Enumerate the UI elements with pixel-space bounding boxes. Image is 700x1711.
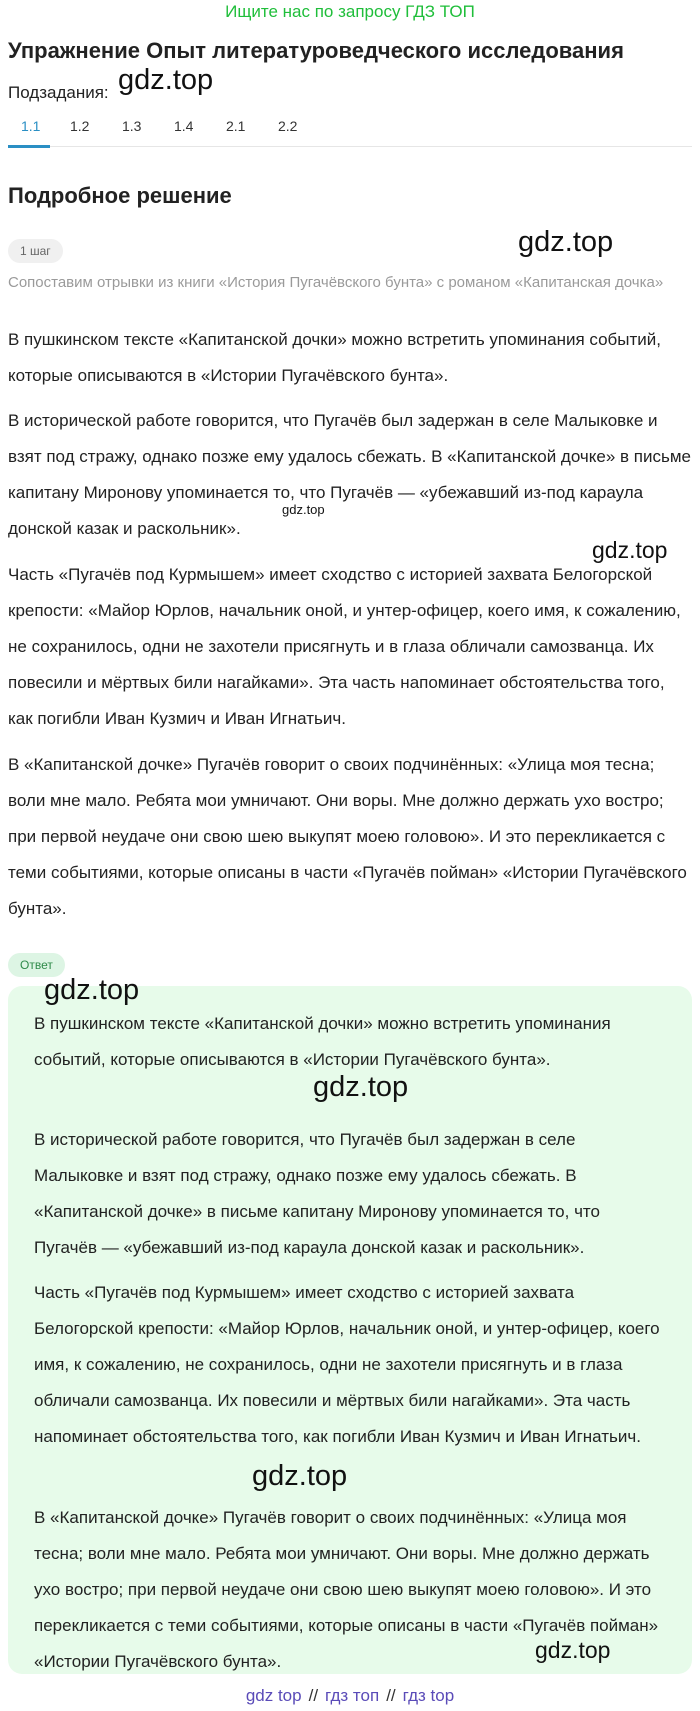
watermark: gdz.top [535, 1637, 611, 1663]
answer-badge: Ответ [8, 953, 65, 977]
step-caption: Сопоставим отрывки из книги «История Пугачёвского бунта» с романом «Капитанская дочка» [8, 274, 664, 291]
watermark: gdz.top [252, 1460, 348, 1492]
exercise-title: Упражнение Опыт литературоведческого исследования [8, 38, 624, 63]
footer-link[interactable]: гдз топ [325, 1686, 380, 1705]
watermark: gdz.top [518, 226, 614, 258]
solution-paragraph: Часть «Пугачёв под Курмышем» имеет сходство с историей захвата Белогорской крепости: «Майор Юрлов, начальник оной, и унтер-офицер, коего имя, к сожалению, не сохранилось, одни не захотели присягнуть и в глаза обличали самозванца. Их повесили и мёртвых били нагайками». Эта часть напоминает обстоятельства того, как погибли Иван Кузмич и Иван Игнатьич. [8, 565, 681, 728]
answer-paragraph: В исторической работе говорится, что Пугачёв был задержан в селе Малыковке и взят под стражу, однако позже ему удалось сбежать. В «Капитанской дочке» в письме капитану Миронову упоминается то, что Пугачёв — «убежавший из-под караула донской казак и раскольник». [34, 1130, 600, 1257]
answer-paragraph: В пушкинском тексте «Капитанской дочки» можно встретить упоминания событий, которые описываются в «Истории Пугачёвского бунта». [34, 1014, 611, 1069]
watermark: gdz.top [118, 64, 214, 96]
tab-1-1[interactable]: 1.1 [21, 118, 41, 134]
footer-separator: // [386, 1686, 396, 1705]
watermark: gdz.top [592, 537, 668, 563]
footer-link[interactable]: гдз top [402, 1686, 455, 1705]
watermark: gdz.top [313, 1071, 409, 1103]
watermark: gdz.top [44, 974, 140, 1006]
tab-2-2[interactable]: 2.2 [278, 118, 298, 134]
answer-paragraph: Часть «Пугачёв под Курмышем» имеет сходство с историей захвата Белогорской крепости: «Майор Юрлов, начальник оной, и унтер-офицер, коего имя, к сожалению, не сохранилось, одни не захотели присягнуть и в глаза обличали самозванца. Их повесили и мёртвых били нагайками». Эта часть напоминает обстоятельства того, как погибли Иван Кузмич и Иван Игнатьич. [34, 1283, 660, 1446]
solution-paragraph: В исторической работе говорится, что Пугачёв был задержан в селе Малыковке и взят под стражу, однако позже ему удалось сбежать. В «Капитанской дочке» в письме капитану Миронову упоминается то, что Пугачёв — «убежавший из-под караула донской казак и раскольник». [8, 411, 691, 538]
tab-1-4[interactable]: 1.4 [174, 118, 194, 134]
tab-2-1[interactable]: 2.1 [226, 118, 246, 134]
subtasks-label: Подзадания: [8, 83, 109, 102]
tab-1-3[interactable]: 1.3 [122, 118, 142, 134]
solution-paragraph: В пушкинском тексте «Капитанской дочки» можно встретить упоминания событий, которые описываются в «Истории Пугачёвского бунта». [8, 330, 662, 385]
active-tab-indicator [8, 145, 50, 148]
solution-title: Подробное решение [8, 183, 232, 208]
footer-link[interactable]: gdz top [245, 1686, 302, 1705]
search-banner[interactable]: Ищите нас по запросу ГДЗ ТОП [225, 2, 475, 21]
footer-links [0, 1686, 700, 1706]
footer-separator: // [308, 1686, 319, 1705]
solution-paragraph: В «Капитанской дочке» Пугачёв говорит о своих подчинённых: «Улица моя тесна; воли мне мало. Ребята мои умничают. Они воры. Мне должно держать ухо востро; при первой неудаче они свою шею выкупят моею головою». И это перекликается с теми событиями, которые описаны в части «Пугачёв пойман» «Истории Пугачёвского бунта». [8, 755, 687, 918]
tab-1-2[interactable]: 1.2 [70, 118, 90, 134]
answer-paragraph: В «Капитанской дочке» Пугачёв говорит о своих подчинённых: «Улица моя тесна; воли мне мало. Ребята мои умничают. Они воры. Мне должно держать ухо востро; при первой неудаче они свою шею выкупят моею головою». И это перекликается с теми событиями, которые описаны в части «Пугачёв пойман» «Истории Пугачёвского бунта». [34, 1508, 659, 1671]
step-badge: 1 шаг [8, 239, 63, 263]
subtask-tabs [8, 112, 692, 147]
watermark: gdz.top [282, 502, 325, 517]
